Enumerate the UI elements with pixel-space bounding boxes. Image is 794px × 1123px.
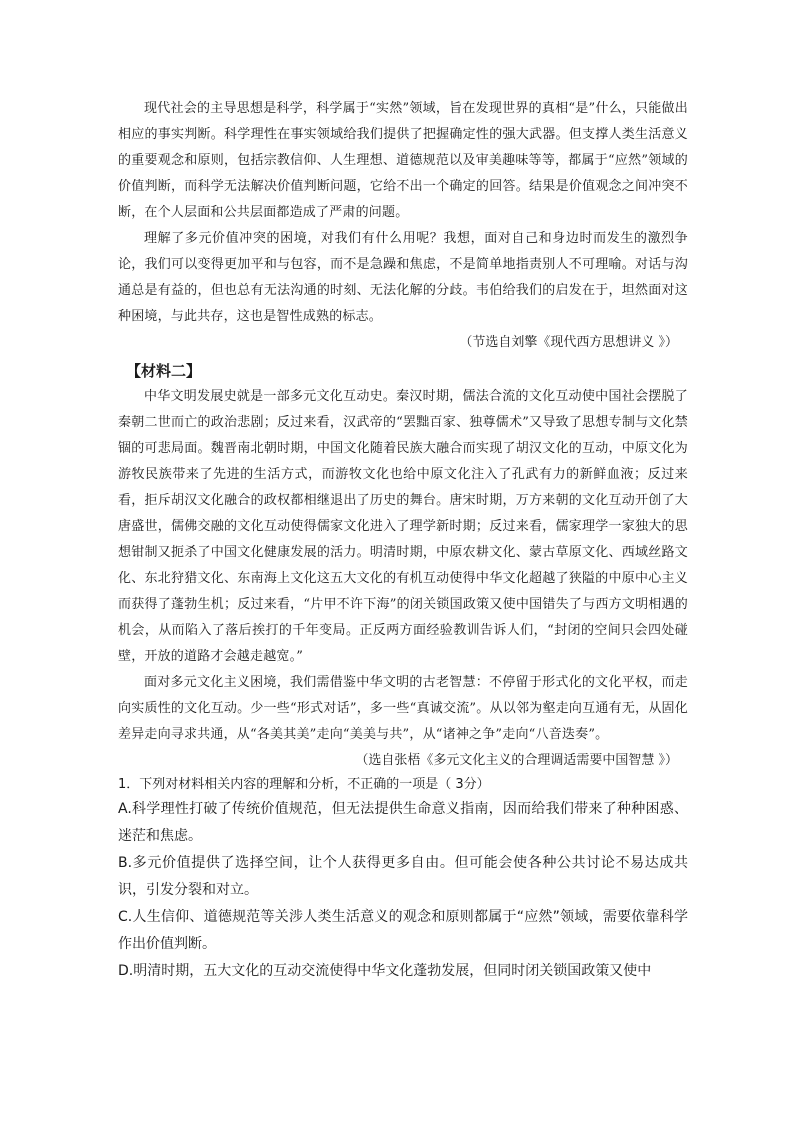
material-two-source: （选自张梧《多元文化主义的合理调适需要中国智慧 》） <box>355 753 678 768</box>
material-two-paragraph-1: 中华文明发展史就是一部多元文化互动史。秦汉时期，儒法合流的文化互动使中国社会摆脱了秦朝二世而亡的政治悲剧；反过来看，汉武帝的“罢黜百家、独尊儒术”又导致了思想专制与文化禁锢的可悲局面。魏晋南北朝时期，中国文化随着民族大融合而实现了胡汉文化的互动，中原文化为游牧民族带来了先进的生活方式，而游牧文化也给中原文化注入了孔武有力的新鲜血液；反过来看，拒斥胡汉文化融合的政权都相继退出了历史的舞台。唐宋时期，万方来朝的文化互动开创了大唐盛世，儒佛交融的文化互动使得儒家文化进入了理学新时期；反过来看，儒家理学一家独大的思想钳制又扼杀了中国文化健康发展的活力。明清时期，中原农耕文化、蒙古草原文化、西域丝路文化、东北狩猎文化、东南海上文化这五大文化的有机互动使得中华文化超越了狭隘的中原中心主义而获得了蓬勃生机；反过来看，“片甲不许下海”的闭关锁国政策又使中国错失了与西方文明相遇的机会，从而陷入了落后挨打的千年变局。正反两方面经验教训告诉人们，“封闭的空间只会四处碰壁，开放的道路才会越走越宽。” <box>118 389 688 664</box>
material-one-source: （节选自刘擎《现代西方思想讲义 》） <box>459 335 678 350</box>
question-one <box>118 774 688 985</box>
question-option-c: C.人生信仰、道德规范等关涉人类生活意义的观念和原则都属于“应然”领域，需要依靠科学作出价值判断。 <box>118 909 688 952</box>
material-one <box>118 96 688 356</box>
material-two-paragraph-2: 面对多元文化主义困境，我们需借鉴中华文明的古老智慧：不停留于形式化的文化平权，而走向实质性的文化互动。少一些“形式对话”，多一些“真诚交流”。从以邻为壑走向互通有无，从固化差异走向寻求共通，从“各美其美”走向“美美与共”，从“诸神之争”走向“八音迭奏”。 <box>118 675 688 742</box>
question-option-b: B.多元价值提供了选择空间，让个人获得更多自由。但可能会使各种公共讨论不易达成共识，引发分裂和对立。 <box>118 855 688 898</box>
question-stem: 1．下列对材料相关内容的理解和分析，不正确的一项是（ 3分） <box>118 777 490 792</box>
material-one-paragraph-2: 理解了多元价值冲突的困境，对我们有什么用呢？我想，面对自己和身边时而发生的激烈争论，我们可以变得更加平和与包容，而不是急躁和焦虑，不是简单地指责别人不可理喻。对话与沟通总是有益的，但也总有无法沟通的时刻、无法化解的分歧。韦伯给我们的启发在于，坦然面对这种困境，与此共存，这也是智性成熟的标志。 <box>118 231 688 324</box>
document-page <box>118 96 688 985</box>
material-one-paragraph-1: 现代社会的主导思想是科学，科学属于“实然”领域，旨在发现世界的真相“是”什么，只能做出相应的事实判断。科学理性在事实领域给我们提供了把握确定性的强大武器。但支撑人类生活意义的重要观念和原则，包括宗教信仰、人生理想、道德规范以及审美趣味等等，都属于“应然”领域的价值判断，而科学无法解决价值判断问题，它给不出一个确定的回答。结果是价值观念之间冲突不断，在个人层面和公共层面都造成了严肃的问题。 <box>118 101 688 220</box>
question-option-a: A.科学理性打破了传统价值规范，但无法提供生命意义指南，因而给我们带来了种种困惑、迷茫和焦虑。 <box>118 801 688 844</box>
material-two-heading: 【材料二】 <box>126 362 202 380</box>
question-option-d: D.明清时期，五大文化的互动交流使得中华文化蓬勃发展，但同时闭关锁国政策又使中 <box>118 963 652 979</box>
material-two <box>118 358 688 774</box>
